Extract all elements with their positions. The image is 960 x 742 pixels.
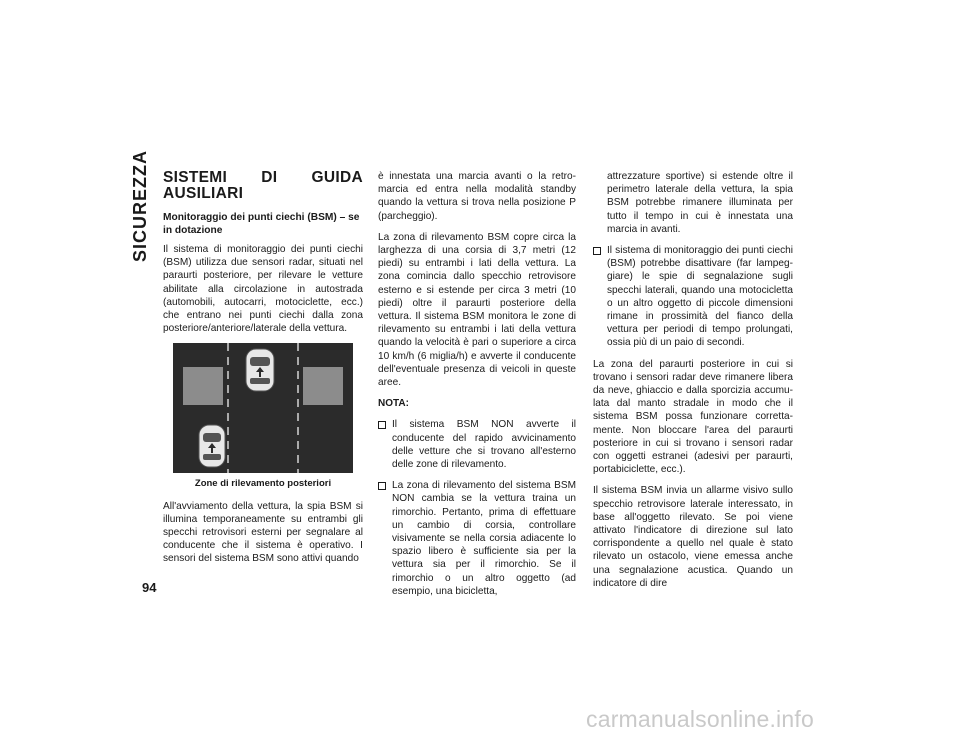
column-2 — [378, 170, 576, 606]
bullet-square-icon — [593, 247, 601, 255]
paragraph: La zona del paraurti posteriore in cui si trovano i sensori radar deve rimanere libera da neve, ghiaccio e dalla sporcizia accumulata dal manto stradale in modo che il sistema BSM possa funzionare correttamente. Non bloccare l'area del paraurti posteriore in cui si trovano i sensori radar con oggetti estranei (adesivi per paraurti, portabiciclette, ecc.). — [593, 358, 793, 476]
detection-zone-left — [183, 367, 223, 405]
page-number: 94 — [142, 580, 157, 595]
figure-caption: Zone di rilevamento posteriori — [194, 478, 332, 490]
bullet-square-icon — [378, 421, 386, 429]
blind-spot-figure — [173, 343, 353, 473]
column-1 — [163, 170, 363, 574]
paragraph: è innestata una marcia avanti o la retromarcia ed entra nella modalità standby quando la vettura si trova nella posizione P (parcheggio). — [378, 171, 576, 222]
list-item — [593, 244, 793, 350]
subheading: Monitoraggio dei punti ciechi (BSM) – se in dotazione — [163, 212, 360, 236]
paragraph: Il sistema di monitoraggio dei punti ciechi (BSM) utilizza due sensori radar, situati nel paraurti posteriore, per rilevare le vetture abilitate alla circolazione in autostrada (automobili, autocarri, motociclette, ecc.) che entrano nei punti ciechi dalla zona posteriore/anteriore/laterale della vettura. — [163, 244, 363, 335]
paragraph: La zona di rilevamento BSM copre circa la larghezza di una corsia di 3,7 metri (12 piedi) su entrambi i lati della vettura. La zona comincia dallo specchio retrovisore esterno e si estende per circa 3 metri (10 piedi) oltre il paraurti posteriore della vettura. Il sistema BSM monitora le zone di rilevamento su entrambi i lati della vettura quando la velocità è pari o superiore a circa 10 km/h (6 miglia/h) e avverte il conducente dell'eventuale presenza di veicoli in queste aree. — [378, 231, 576, 389]
list-item-text: La zona di rilevamento del sistema BSM NON cambia se la vettura traina un rimorchio. Pertanto, prima di effettuare un cambio di corsia, controllare visivamente se nella corsia adiacente lo spazio libero è sufficiente sia per la vettura sia per il rimorchio. Se il rimorchio o un altro oggetto (ad esempio, una bicicletta, — [392, 480, 576, 597]
section-tab — [126, 150, 152, 270]
section-tab-label: SICUREZZA — [130, 150, 150, 262]
list-item-continuation: attrezzature sportive) si estende oltre il perimetro laterale della vettura, la spia BSM potrebbe rimanere illuminata per tutto il tempo in cui è innestata una marcia in avanti. — [607, 171, 793, 235]
note-label: NOTA: — [378, 398, 409, 410]
watermark: carmanualsonline.info — [586, 706, 814, 732]
bullet-square-icon — [378, 482, 386, 490]
paragraph: Il sistema BSM invia un allarme visivo sullo specchio retrovisore laterale interessato, in base all'oggetto rilevato. Se poi viene attivato l'indicatore di direzione sul lato corrispondente a quello nel quale è stato rilevato un ostacolo, viene emessa anche una segnalazione acustica. Quando un indicatore di dire — [593, 485, 793, 589]
list-item-text: Il sistema BSM NON avverte il conducente del rapido avvicinamento delle vetture che si trovano all'esterno delle zone di rilevamento. — [392, 419, 576, 471]
car-icon — [199, 425, 225, 467]
paragraph: All'avviamento della vettura, la spia BSM si illumina temporaneamente su entrambi gli specchi retrovisori esterni per segnalare al conducente che il sistema è operativo. I sensori del sistema BSM sono attivi quando — [163, 500, 363, 565]
column-3 — [593, 170, 793, 598]
list-item — [378, 418, 576, 471]
list-item-text: Il sistema di monitoraggio dei punti ciechi (BSM) potrebbe disattivare (far lampeggiare) le spie di segnalazione sugli specchi laterali, quando una motocicletta o un altro oggetto di piccole dimensioni rimane in prossimità del fianco della vettura per periodi di tempo prolungati, ossia più di un paio di secondi. — [607, 245, 793, 349]
section-heading: SISTEMI DI GUIDA AUSILIARI — [163, 169, 363, 202]
detection-zone-right — [303, 367, 343, 405]
car-icon — [246, 349, 274, 391]
list-item — [378, 479, 576, 598]
road-diagram — [173, 343, 353, 473]
